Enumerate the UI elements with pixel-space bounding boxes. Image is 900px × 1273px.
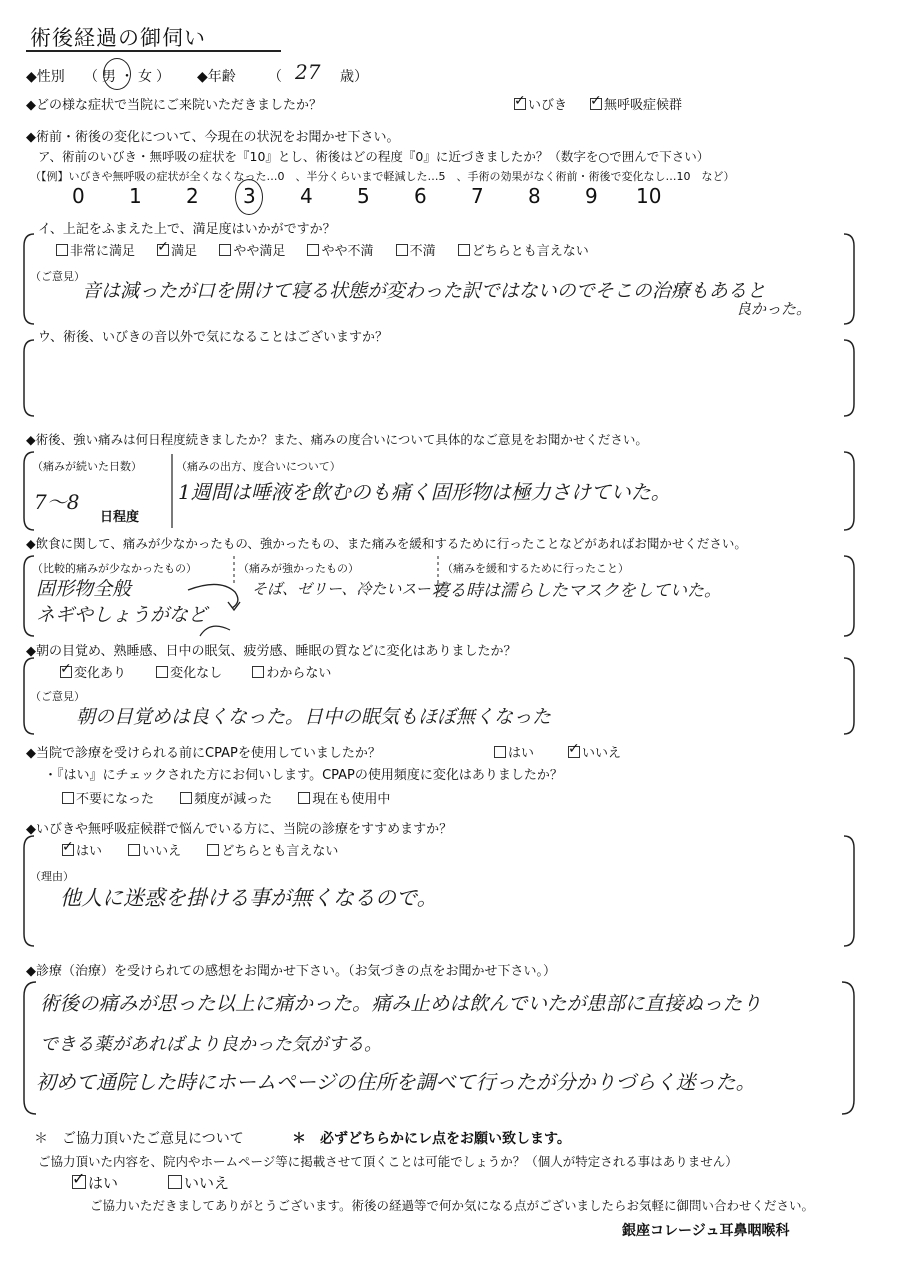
satisfaction-opinion-line1[interactable]: 音は減ったが口を開けて寝る状態が変わった訳ではないのでそこの治療もあると xyxy=(82,280,766,302)
selected-scale-circle xyxy=(235,179,263,215)
pain-days-label: （痛みが続いた日数） xyxy=(32,460,142,473)
symptom-question: ◆どの様な症状で当院にご来院いただきましたか？ xyxy=(26,98,322,113)
check-mark-icon: ✓ xyxy=(157,239,169,255)
food-strong-pain-value[interactable]: そば、ゼリー、冷たいスープ xyxy=(252,580,445,598)
title-underline xyxy=(26,50,281,52)
age-value[interactable]: 27 xyxy=(295,60,321,84)
impression-line1[interactable]: 術後の痛みが思った以上に痛かった。痛み止めは飲んでいたが患部に直接ぬったり xyxy=(40,992,762,1015)
change-example: （【例】いびきや無呼吸の症状が全くなくなった…0 、半分くらいまで軽減した…5 、手術の効果がなく術前・術後で変化なし…10 など） xyxy=(30,170,735,183)
sleep-option[interactable]: ✓ 変化あり xyxy=(60,661,127,681)
sleep-question: ◆朝の目覚め、熟睡感、日中の眠気、疲労感、睡眠の質などに変化はありましたか？ xyxy=(26,644,517,659)
age-label: ◆年齢 xyxy=(197,69,236,85)
cpap-sub-option[interactable]: 不要になった xyxy=(62,792,154,807)
check-mark-icon: ✓ xyxy=(514,93,526,109)
footer-option-yes[interactable]: ✓ はい xyxy=(72,1169,119,1192)
checkbox[interactable] xyxy=(180,792,192,804)
pain-degree-value[interactable]: 1週間は唾液を飲むのも痛く固形物は極力さけていた。 xyxy=(178,480,671,504)
checkbox[interactable] xyxy=(494,746,506,758)
cpap-option-no[interactable]: ✓ いいえ xyxy=(568,741,622,761)
symptom-option-apnea[interactable]: ✓ 無呼吸症候群 xyxy=(590,93,683,113)
pain-degree-label: （痛みの出方、度合いについて） xyxy=(176,460,341,473)
checkbox[interactable] xyxy=(62,792,74,804)
footer-note-heading: ＊ ご協力頂いたご意見について xyxy=(34,1131,244,1147)
recommend-option[interactable]: どちらとも言えない xyxy=(207,844,338,859)
scale-3[interactable]: 3 xyxy=(243,184,256,208)
sex-label: ◆性別 xyxy=(26,69,65,85)
checkbox[interactable] xyxy=(168,1175,182,1189)
satisfaction-option[interactable]: ✓ 満足 xyxy=(157,239,198,259)
sex-options[interactable]: （男・女） xyxy=(84,69,174,85)
scale-6[interactable]: 6 xyxy=(414,184,427,208)
sleep-option[interactable]: 変化なし xyxy=(156,666,222,681)
scale-2[interactable]: 2 xyxy=(186,184,199,208)
cpap-subquestion: ・『はい』にチェックされた方にお伺いします。CPAPの使用頻度に変化はありましたか？ xyxy=(44,768,563,783)
checkbox[interactable] xyxy=(514,93,526,110)
check-mark-icon: ✓ xyxy=(590,93,602,109)
checkbox[interactable] xyxy=(298,792,310,804)
recommend-option[interactable]: いいえ xyxy=(128,844,181,859)
satisfaction-option[interactable]: 不満 xyxy=(396,244,436,259)
cpap-option-yes[interactable]: はい xyxy=(494,742,534,761)
scale-8[interactable]: 8 xyxy=(528,184,541,208)
check-mark-icon: ✓ xyxy=(568,741,580,757)
sleep-opinion-value[interactable]: 朝の目覚めは良くなった。日中の眠気もほぼ無くなった xyxy=(76,706,552,728)
satisfaction-option[interactable]: やや満足 xyxy=(219,244,285,259)
pain-days-unit: 日程度 xyxy=(100,510,140,525)
cpap-sub-option[interactable]: 頻度が減った xyxy=(180,792,272,807)
page-title: 術後経過の御伺い xyxy=(30,26,206,50)
impression-line2[interactable]: できる薬があればより良かった気がする。 xyxy=(40,1034,382,1055)
scale-1[interactable]: 1 xyxy=(129,184,142,208)
footer-option-no[interactable]: いいえ xyxy=(168,1172,229,1193)
food-relief-value[interactable]: 寝る時は濡らしたマスクをしていた。 xyxy=(432,581,721,601)
change-subquestion: ア、術前のいびき・無呼吸の症状を『10』とし、術後はどの程度『0』に近づきましたか？（数字を○で囲んで下さい） xyxy=(38,149,710,164)
scale-5[interactable]: 5 xyxy=(357,184,370,208)
checkbox[interactable] xyxy=(590,93,602,110)
scale-7[interactable]: 7 xyxy=(471,184,484,208)
satisfaction-option[interactable]: やや不満 xyxy=(307,244,373,259)
change-question: ◆術前・術後の変化について、今現在の状況をお聞かせ下さい。 xyxy=(26,130,400,145)
age-open-paren: （ xyxy=(268,69,282,85)
pain-question: ◆術後、強い痛みは何日程度続きましたか？また、痛みの度合いについて具体的なご意見をお聞かせください。 xyxy=(26,432,648,447)
symptom-option-snoring[interactable]: ✓ いびき xyxy=(514,93,568,113)
impression-line3[interactable]: 初めて通院した時にホームページの住所を調べて行ったが分かりづらく迷った。 xyxy=(36,1070,756,1094)
recommend-question: ◆いびきや無呼吸症候群で悩んでいる方に、当院の診療をすすめますか？ xyxy=(26,822,453,837)
food-less-pain-label: （比較的痛みが少なかったもの） xyxy=(32,562,197,575)
food-question: ◆飲食に関して、痛みが少なかったもの、強かったもの、また痛みを緩和するために行ったことなどがあればお聞かせください。 xyxy=(26,536,747,551)
food-relief-label: （痛みを緩和するために行ったこと） xyxy=(442,562,629,575)
sleep-opinion-label: （ご意見） xyxy=(30,690,85,703)
recommend-reason-value[interactable]: 他人に迷惑を掛ける事が無くなるので。 xyxy=(60,886,438,910)
recommend-reason-label: （理由） xyxy=(30,870,74,883)
food-less-pain-line1[interactable]: 固形物全般 xyxy=(36,578,132,600)
satisfaction-question: イ、上記をふまえた上で、満足度はいかがですか？ xyxy=(38,222,336,237)
footer-publish-question: ご協力頂いた内容を、院内やホームページ等に掲載させて頂くことは可能でしょうか？（個人が特定される事はありません） xyxy=(38,1154,738,1169)
cpap-sub-option[interactable]: 現在も使用中 xyxy=(298,792,390,807)
satisfaction-option[interactable]: どちらとも言えない xyxy=(458,244,589,259)
cpap-question: ◆当院で診療を受けられる前にCPAPを使用していましたか？ xyxy=(26,746,381,761)
check-mark-icon: ✓ xyxy=(60,661,72,677)
satisfaction-opinion-label: （ご意見） xyxy=(30,270,85,283)
check-mark-icon: ✓ xyxy=(72,1169,86,1188)
sleep-option[interactable]: わからない xyxy=(252,666,331,681)
food-less-pain-line2[interactable]: ネギやしょうがなど xyxy=(36,604,208,626)
pain-days-value[interactable]: 7～8 xyxy=(34,490,80,514)
sex-selected-circle xyxy=(103,58,131,90)
scale-9[interactable]: 9 xyxy=(585,184,598,208)
recommend-option[interactable]: ✓ はい xyxy=(62,839,103,859)
improvement-scale[interactable] xyxy=(0,184,900,212)
satisfaction-opinion-line2[interactable]: 良かった。 xyxy=(736,300,812,318)
clinic-name: 銀座コレージュ耳鼻咽喉科 xyxy=(622,1223,790,1239)
other-concerns-question: ウ、術後、いびきの音以外で気になることはございますか？ xyxy=(38,330,388,345)
cpap-sub-options xyxy=(62,788,390,807)
scale-10[interactable]: 10 xyxy=(636,184,662,208)
footer-thanks: ご協力いただきましてありがとうございます。術後の経過等で何か気になる点がございましたらお気軽に御問い合わせください。 xyxy=(90,1198,815,1213)
other-concerns-bracket[interactable] xyxy=(22,338,856,418)
satisfaction-option[interactable]: 非常に満足 xyxy=(56,244,135,259)
checkbox[interactable] xyxy=(568,741,580,758)
food-strong-pain-label: （痛みが強かったもの） xyxy=(238,562,359,575)
arrow-icon xyxy=(180,580,250,640)
scale-4[interactable]: 4 xyxy=(300,184,313,208)
check-mark-icon: ✓ xyxy=(62,839,74,855)
age-unit: 歳） xyxy=(340,69,368,85)
checkbox[interactable] xyxy=(72,1169,86,1189)
impression-question: ◆診療（治療）を受けられての感想をお聞かせ下さい。（お気づきの点をお聞かせ下さい。） xyxy=(26,964,556,979)
footer-note-emphasis: ＊ 必ずどちらかにレ点をお願い致します。 xyxy=(292,1131,571,1147)
scale-0[interactable]: 0 xyxy=(72,184,85,208)
